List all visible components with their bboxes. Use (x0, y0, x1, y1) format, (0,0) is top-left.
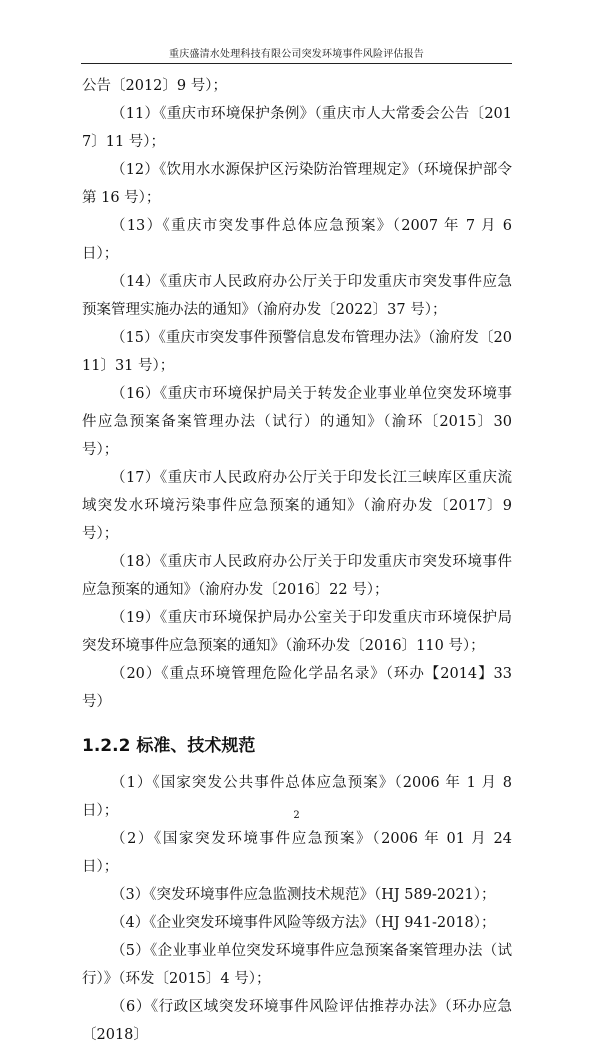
paragraph-continuation: 公告〔2012〕9 号）； (82, 78, 227, 94)
reference-item-16: （16）《重庆市环境保护局关于转发企业事业单位突发环境事件应急预案备案管理办法（试行）的通知》（渝环〔2015〕30 号）； (82, 386, 512, 458)
reference-item-20: （20）《重点环境管理危险化学品名录》（环办【2014】33 号） (82, 666, 512, 710)
reference-item-14: （14）《重庆市人民政府办公厅关于印发重庆市突发事件应急预案管理实施办法的通知》（渝府办发〔2022〕37 号）； (82, 274, 512, 318)
reference-item-19: （19）《重庆市环境保护局办公室关于印发重庆市环境保护局突发环境事件应急预案的通知》（渝环办发〔2016〕110 号）； (82, 610, 512, 654)
reference-item-18: （18）《重庆市人民政府办公厅关于印发重庆市突发环境事件应急预案的通知》（渝府办发〔2016〕22 号）； (82, 554, 512, 598)
standard-item-6: （6）《行政区域突发环境事件风险评估推荐办法》（环办应急〔2018〕 (82, 999, 512, 1043)
reference-item-11: （11）《重庆市环境保护条例》（重庆市人大常委会公告〔2017〕11 号）； (82, 106, 512, 150)
reference-item-12: （12）《饮用水水源保护区污染防治管理规定》（环境保护部令第 16 号）； (82, 162, 512, 206)
document-body (82, 72, 512, 1049)
standard-item-2: （2）《国家突发环境事件应急预案》（2006 年 01 月 24 日）； (82, 831, 512, 875)
standard-item-5: （5）《企业事业单位突发环境事件应急预案备案管理办法（试行）》（环发〔2015〕4 号）； (82, 943, 512, 987)
reference-item-15: （15）《重庆市突发事件预警信息发布管理办法》（渝府发〔2011〕31 号）； (82, 330, 512, 374)
standard-item-4: （4）《企业突发环境事件风险等级方法》（HJ 941-2018）； (111, 915, 496, 931)
standard-item-1: （1）《国家突发公共事件总体应急预案》（2006 年 1 月 8 日）； (82, 775, 512, 819)
section-heading: 1.2.2 标准、技术规范 (82, 736, 256, 756)
header-divider (81, 63, 512, 64)
standard-item-3: （3）《突发环境事件应急监测技术规范》（HJ 589-2021）； (111, 887, 496, 903)
reference-item-17: （17）《重庆市人民政府办公厅关于印发长江三峡库区重庆流域突发水环境污染事件应急预案的通知》（渝府办发〔2017〕9 号）； (82, 470, 512, 542)
page-header-title: 重庆盛清水处理科技有限公司突发环境事件风险评估报告 (169, 49, 424, 60)
reference-item-13: （13）《重庆市突发事件总体应急预案》（2007 年 7 月 6 日）； (82, 218, 512, 262)
page-number: 2 (293, 810, 300, 821)
